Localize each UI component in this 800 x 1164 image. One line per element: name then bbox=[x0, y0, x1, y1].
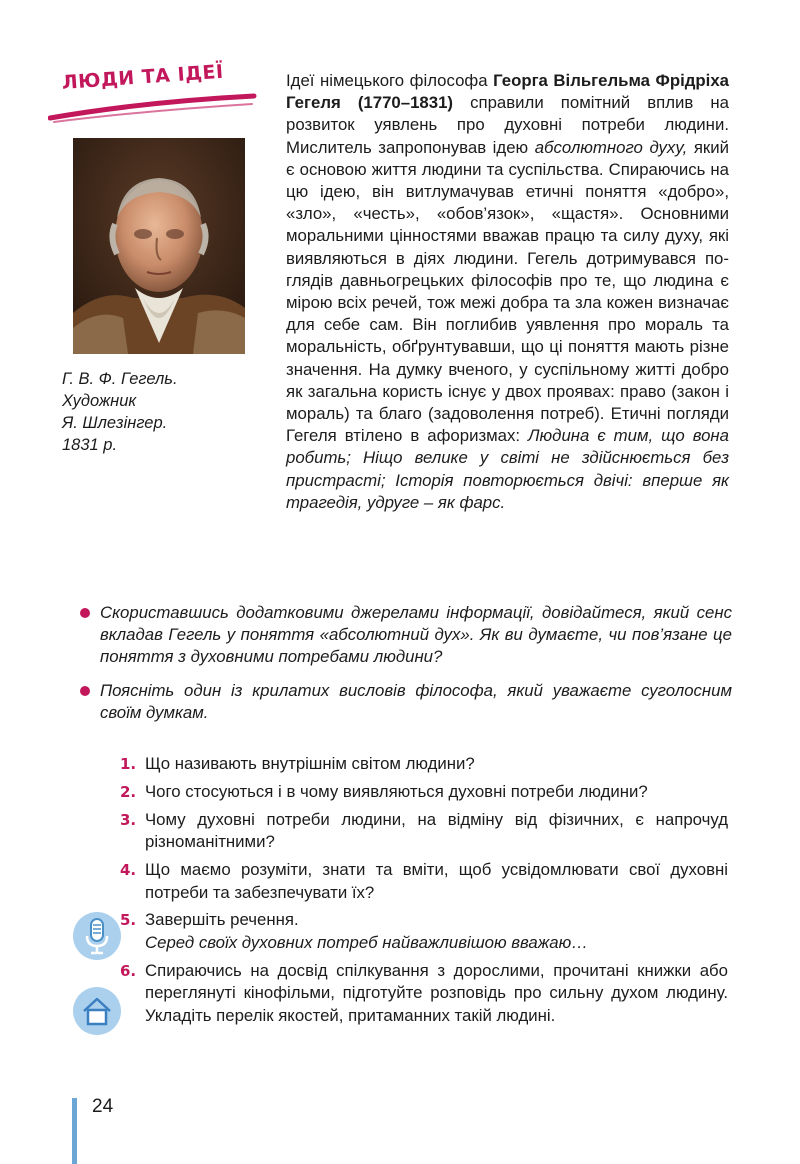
question-number: 3. bbox=[120, 810, 137, 829]
term-absolute-spirit: абсолютного духу, bbox=[534, 137, 688, 157]
question-item bbox=[120, 859, 728, 904]
text-run: який є основою життя людини та суспільства. Спираючись на цю ідею, він витлумачував етичні поняття «добро», «зло», «честь», «обов’язок», «щастя». Основними моральними цінностями вважав працю та силу духу, які виявляються в діях людини. Гегель дотримувався поглядів давньогрецьких філософів про те, що людина є мірою всіх речей, тож межі добра та зла кожен визначає для себе сам. Він поглибив уявлення про мораль та моральність, обґрунтувавши, що ці поняття мають різне значення. На думку вченого, у суспільному житті добро як загальна користь існує у двох проявах: право (закон і мораль) та благо (задоволення потреб). Етичні погляди Гегеля втілено в афоризмах: bbox=[286, 137, 729, 446]
microphone-icon bbox=[73, 912, 121, 960]
question-item bbox=[120, 809, 728, 854]
text-run: Ідеї німецького філософа bbox=[286, 71, 494, 90]
philosopher-name: Георга Вільгельма Фрідріха Гегеля (1770–1831) bbox=[286, 71, 729, 113]
caption-line: Художник bbox=[62, 392, 137, 410]
aphorisms: Людина є тим, що вона робить; Ніщо велике у світі не здійснюється без пристрасті; Історія повторюється двічі: вперше як трагедія, удруге – як фарс. bbox=[286, 426, 729, 512]
portrait-caption bbox=[62, 368, 252, 456]
question-item bbox=[120, 753, 728, 775]
question-text: Чому духовні потреби людини, на відміну від фізичних, є напрочуд різноманітними? bbox=[145, 809, 728, 852]
questions-list bbox=[120, 753, 728, 1032]
question-prompt: Серед своїх духовних потреб найважливішою вважаю… bbox=[145, 932, 589, 952]
caption-line: Я. Шлезінгер. bbox=[62, 414, 168, 432]
bullet-dot-icon bbox=[80, 686, 90, 696]
task-item bbox=[78, 602, 732, 669]
task-text: Поясніть один із крилатих висловів філософа, який уважаєте суголосним своїм думкам. bbox=[100, 680, 732, 722]
question-item bbox=[120, 960, 728, 1027]
question-item bbox=[120, 909, 728, 954]
main-paragraph bbox=[286, 70, 729, 514]
house-icon bbox=[73, 987, 121, 1035]
question-text: Що маємо розуміти, знати та вміти, щоб усвідомлювати свої духовні потреби та забезпечувати їх? bbox=[145, 860, 728, 902]
bullet-dot-icon bbox=[80, 608, 90, 618]
section-title: ЛЮДИ ТА ІДЕЇ bbox=[61, 60, 225, 94]
text-run: справили помітний вплив на розвиток уявлень про духовні потреби людини. Мислитель запропонував ідею bbox=[286, 93, 729, 157]
title-brush-stroke bbox=[48, 88, 258, 128]
question-text: Що називають внутрішнім світом людини? bbox=[145, 754, 475, 773]
caption-line: Г. В. Ф. Гегель. bbox=[62, 370, 178, 388]
page-margin-bar bbox=[72, 1098, 77, 1164]
task-list bbox=[78, 602, 732, 735]
question-number: 2. bbox=[120, 782, 137, 801]
question-text: Чого стосуються і в чому виявляються духовні потреби людини? bbox=[145, 781, 648, 801]
task-text: Скориставшись додатковими джерелами інформації, довідайтеся, який сенс вкладав Гегель у поняття «абсолютний дух». Як ви думаєте, чи пов’язане це поняття з духовними потребами людини? bbox=[100, 603, 732, 667]
question-number: 6. bbox=[120, 961, 137, 980]
question-text: Завершіть речення. bbox=[145, 910, 299, 930]
question-text: Спираючись на досвід спілкування з дорослими, прочитані книжки або переглянуті кінофільми, підготуйте розповідь про сильну духом людину. Укладіть перелік якостей, притаманних такій людині. bbox=[145, 960, 728, 1025]
question-number: 5. bbox=[120, 911, 137, 930]
question-item bbox=[120, 781, 728, 803]
question-number: 4. bbox=[120, 861, 137, 880]
hegel-portrait bbox=[73, 138, 245, 354]
task-item bbox=[78, 680, 732, 724]
page-number: 24 bbox=[92, 1096, 114, 1117]
caption-line: 1831 р. bbox=[62, 436, 118, 454]
question-number: 1. bbox=[120, 755, 137, 773]
